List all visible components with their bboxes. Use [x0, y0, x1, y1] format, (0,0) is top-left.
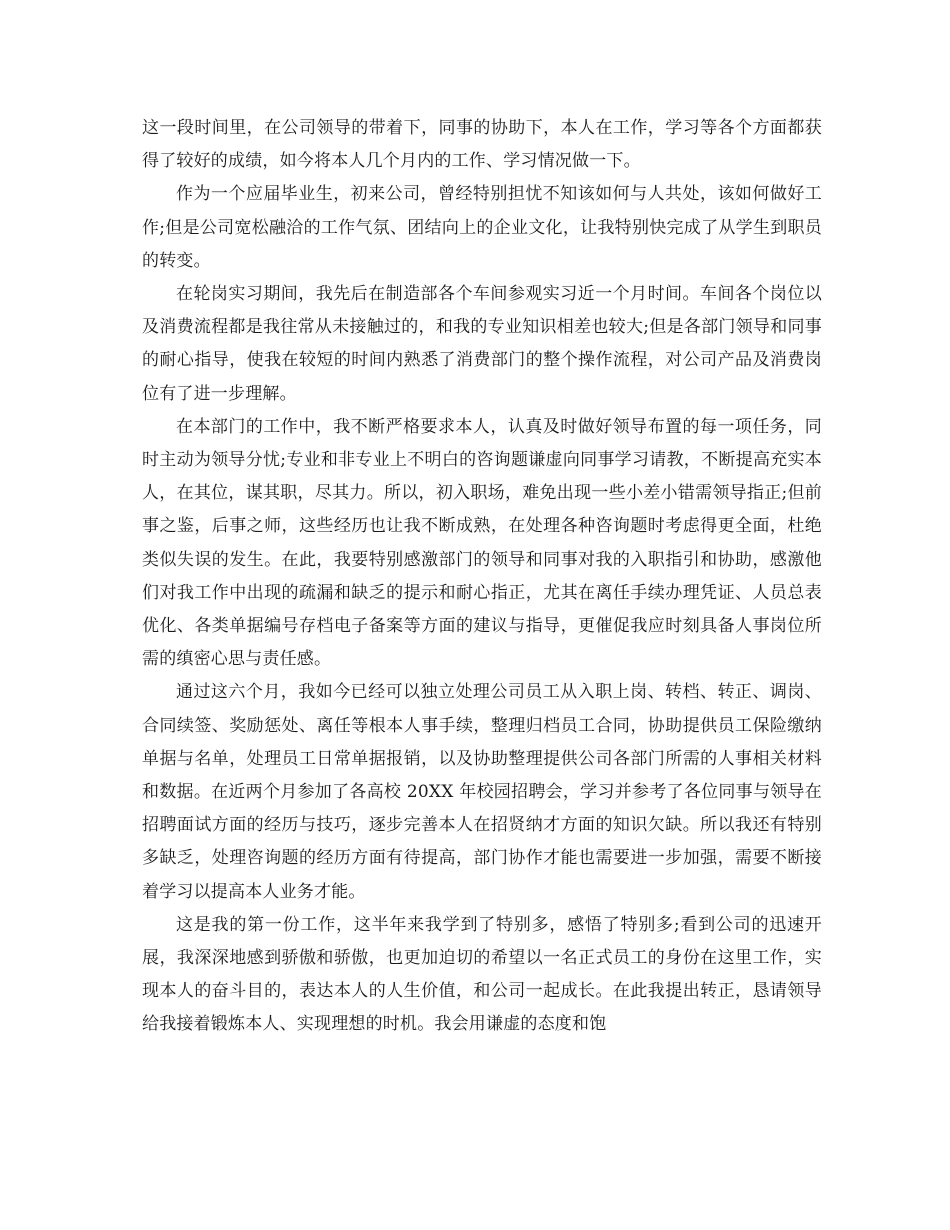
paragraph-2: 作为一个应届毕业生，初来公司，曾经特别担忧不知该如何与人共处，该如何做好工作;但是公司宽松融洽的工作气氛、团结向上的企业文化，让我特别快完成了从学生到职员的转变。	[142, 184, 822, 271]
document-body	[142, 112, 822, 1042]
paragraph-3: 在轮岗实习期间，我先后在制造部各个车间参观实习近一个月时间。车间各个岗位以及消费流程都是我往常从未接触过的，和我的专业知识相差也较大;但是各部门领导和同事的耐心指导，使我在较短的时间内熟悉了消费部门的整个操作流程，对公司产品及消费岗位有了进一步理解。	[142, 284, 822, 404]
paragraph-1: 这一段时间里，在公司领导的带着下，同事的协助下，本人在工作，学习等各个方面都获得了较好的成绩，如今将本人几个月内的工作、学习情况做一下。	[142, 118, 822, 172]
paragraph-4: 在本部门的工作中，我不断严格要求本人，认真及时做好领导布置的每一项任务，同时主动为领导分忧;专业和非专业上不明白的咨询题谦虚向同事学习请教，不断提高充实本人，在其位，谋其职，尽其力。所以，初入职场，难免出现一些小差小错需领导指正;但前事之鉴，后事之师，这些经历也让我不断成熟，在处理各种咨询题时考虑得更全面，杜绝类似失误的发生。在此，我要特别感激部门的领导和同事对我的入职指引和协助，感激他们对我工作中出现的疏漏和缺乏的提示和耐心指正，尤其在离任手续办理凭证、人员总表优化、各类单据编号存档电子备案等方面的建议与指导，更催促我应时刻具备人事岗位所需的缜密心思与责任感。	[142, 416, 822, 670]
paragraph-6: 这是我的第一份工作，这半年来我学到了特别多，感悟了特别多;看到公司的迅速开展，我深深地感到骄傲和骄傲，也更加迫切的希望以一名正式员工的身份在这里工作，实现本人的奋斗目的，表达本人的人生价值，和公司一起成长。在此我提出转正，恳请领导给我接着锻炼本人、实现理想的时机。我会用谦虚的态度和饱	[142, 914, 822, 1035]
paragraph-5: 通过这六个月，我如今已经可以独立处理公司员工从入职上岗、转档、转正、调岗、合同续签、奖励惩处、离任等根本人事手续，整理归档员工合同，协助提供员工保险缴纳单据与名单，处理员工日常单据报销，以及协助整理提供公司各部门所需的人事相关材料和数据。在近两个月参加了各高校 20XX 年校园招聘会，学习并参考了各位同事与领导在招聘面试方面的经历与技巧，逐步完善本人在招贤纳才方面的知识欠缺。所以我还有特别多缺乏，处理咨询题的经历方面有待提高，部门协作才能也需要进一步加强，需要不断接着学习以提高本人业务才能。	[142, 682, 822, 902]
